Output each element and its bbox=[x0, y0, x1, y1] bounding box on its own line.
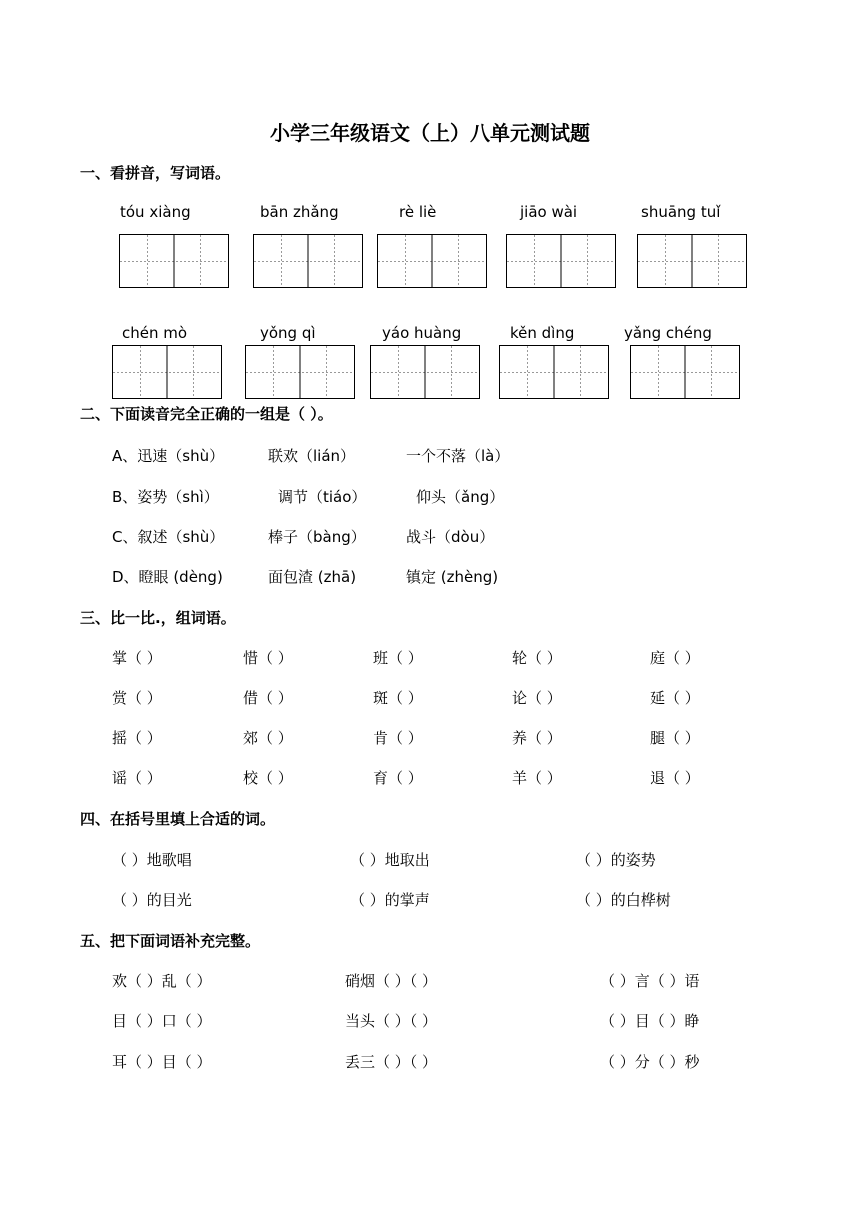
word-compare-item[interactable]: 掌（ ） bbox=[112, 649, 162, 667]
page-title: 小学三年级语文（上）八单元测试题 bbox=[270, 121, 590, 145]
pinyin-label: jiāo wài bbox=[520, 203, 578, 221]
section-4-heading: 四、在括号里填上合适的词。 bbox=[80, 810, 276, 828]
word-compare-item[interactable]: 羊（ ） bbox=[512, 769, 562, 787]
option-b-word: 仰头（ǎng） bbox=[416, 488, 505, 506]
writing-grid[interactable] bbox=[506, 234, 616, 288]
word-compare-item[interactable]: 育（ ） bbox=[373, 769, 423, 787]
writing-grid[interactable] bbox=[377, 234, 487, 288]
word-compare-item[interactable]: 论（ ） bbox=[512, 689, 562, 707]
word-compare-item[interactable]: 摇（ ） bbox=[112, 729, 162, 747]
option-a[interactable]: A、迅速（shù） bbox=[112, 447, 225, 465]
pinyin-label: chén mò bbox=[122, 324, 188, 342]
pinyin-label: rè liè bbox=[399, 203, 437, 221]
option-b-word: 调节（tiáo） bbox=[278, 488, 367, 506]
pinyin-label: yǒng qì bbox=[260, 324, 316, 342]
option-c[interactable]: C、叙述（shù） bbox=[112, 528, 225, 546]
idiom-item[interactable]: （ ）目（ ）睁 bbox=[600, 1012, 700, 1030]
option-d[interactable]: D、瞪眼 (dèng) bbox=[112, 568, 223, 586]
option-b[interactable]: B、姿势（shì） bbox=[112, 488, 219, 506]
writing-grid[interactable] bbox=[630, 345, 740, 399]
option-d-word: 面包渣 (zhā) bbox=[268, 568, 357, 586]
section-1-heading: 一、看拼音，写词语。 bbox=[80, 164, 231, 182]
writing-grid[interactable] bbox=[499, 345, 609, 399]
word-compare-item[interactable]: 肯（ ） bbox=[373, 729, 423, 747]
idiom-item[interactable]: 硝烟（ ）（ ） bbox=[345, 972, 438, 990]
fill-blank-item[interactable]: （ ）地取出 bbox=[350, 851, 430, 869]
writing-grid[interactable] bbox=[253, 234, 363, 288]
idiom-item[interactable]: （ ）言（ ）语 bbox=[600, 972, 700, 990]
word-compare-item[interactable]: 腿（ ） bbox=[650, 729, 700, 747]
idiom-item[interactable]: 当头（ ）（ ） bbox=[345, 1012, 438, 1030]
pinyin-label: bān zhǎng bbox=[260, 203, 339, 221]
option-a-word: 一个不落（là） bbox=[406, 447, 510, 465]
word-compare-item[interactable]: 赏（ ） bbox=[112, 689, 162, 707]
word-compare-item[interactable]: 班（ ） bbox=[373, 649, 423, 667]
section-5-heading: 五、把下面词语补充完整。 bbox=[80, 932, 261, 950]
pinyin-label: kěn dìng bbox=[510, 324, 575, 342]
writing-grid[interactable] bbox=[370, 345, 480, 399]
word-compare-item[interactable]: 借（ ） bbox=[243, 689, 293, 707]
section-2-heading: 二、下面读音完全正确的一组是（ ）。 bbox=[80, 405, 333, 423]
word-compare-item[interactable]: 郊（ ） bbox=[243, 729, 293, 747]
option-c-word: 战斗（dòu） bbox=[406, 528, 495, 546]
pinyin-label: yáo huàng bbox=[382, 324, 462, 342]
option-d-word: 镇定 (zhèng) bbox=[406, 568, 499, 586]
pinyin-label: shuāng tuǐ bbox=[641, 203, 721, 221]
idiom-item[interactable]: 丢三（ ）（ ） bbox=[345, 1053, 438, 1071]
pinyin-label: tóu xiàng bbox=[120, 203, 191, 221]
idiom-item[interactable]: 耳（ ）目（ ） bbox=[112, 1053, 212, 1071]
word-compare-item[interactable]: 校（ ） bbox=[243, 769, 293, 787]
option-a-word: 联欢（lián） bbox=[268, 447, 356, 465]
writing-grid[interactable] bbox=[245, 345, 355, 399]
fill-blank-item[interactable]: （ ）的白桦树 bbox=[576, 891, 671, 909]
idiom-item[interactable]: 目（ ）口（ ） bbox=[112, 1012, 212, 1030]
fill-blank-item[interactable]: （ ）的目光 bbox=[112, 891, 192, 909]
word-compare-item[interactable]: 退（ ） bbox=[650, 769, 700, 787]
section-3-heading: 三、比一比.，组词语。 bbox=[80, 609, 236, 627]
fill-blank-item[interactable]: （ ）地歌唱 bbox=[112, 851, 192, 869]
fill-blank-item[interactable]: （ ）的姿势 bbox=[576, 851, 656, 869]
pinyin-label: yǎng chéng bbox=[624, 324, 712, 342]
option-c-word: 棒子（bàng） bbox=[268, 528, 366, 546]
word-compare-item[interactable]: 谣（ ） bbox=[112, 769, 162, 787]
word-compare-item[interactable]: 轮（ ） bbox=[512, 649, 562, 667]
word-compare-item[interactable]: 惜（ ） bbox=[243, 649, 293, 667]
word-compare-item[interactable]: 斑（ ） bbox=[373, 689, 423, 707]
word-compare-item[interactable]: 庭（ ） bbox=[650, 649, 700, 667]
word-compare-item[interactable]: 延（ ） bbox=[650, 689, 700, 707]
idiom-item[interactable]: （ ）分（ ）秒 bbox=[600, 1053, 700, 1071]
idiom-item[interactable]: 欢（ ）乱（ ） bbox=[112, 972, 212, 990]
writing-grid[interactable] bbox=[637, 234, 747, 288]
word-compare-item[interactable]: 养（ ） bbox=[512, 729, 562, 747]
writing-grid[interactable] bbox=[112, 345, 222, 399]
fill-blank-item[interactable]: （ ）的掌声 bbox=[350, 891, 430, 909]
writing-grid[interactable] bbox=[119, 234, 229, 288]
